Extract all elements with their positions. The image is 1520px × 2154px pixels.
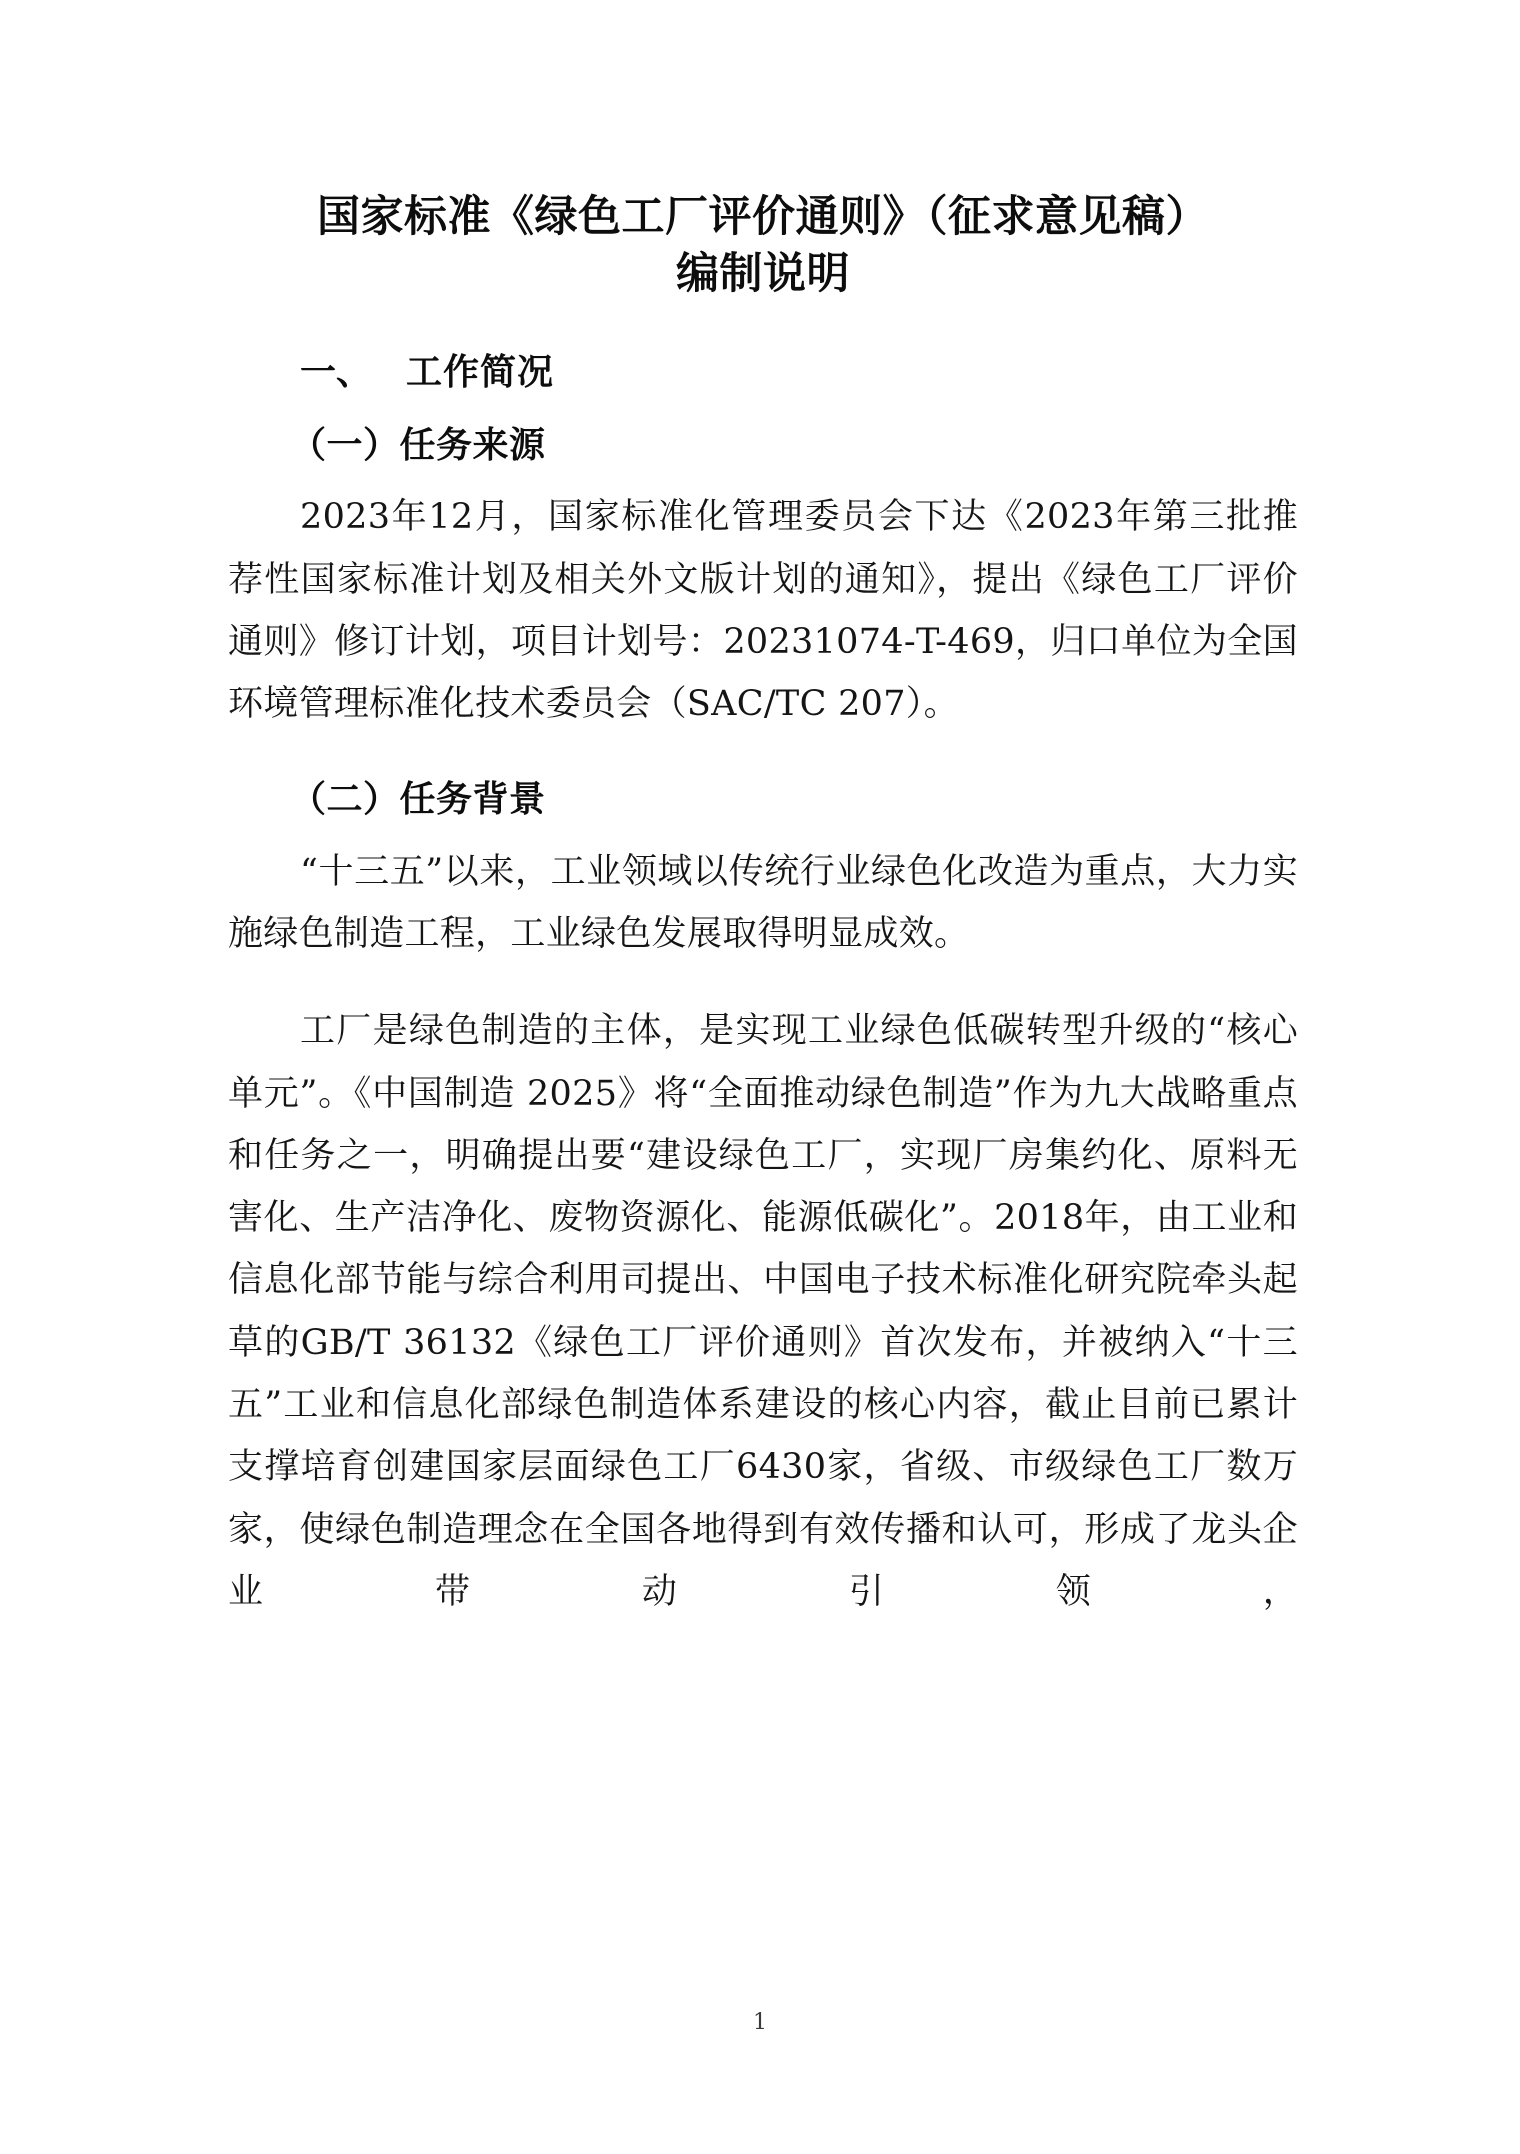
section-heading-1: [228, 344, 1298, 402]
section-heading-1-number: 一、: [300, 351, 373, 394]
paragraph-task-background-2: 工厂是绿色制造的主体，是实现工业绿色低碳转型升级的“核心单元”。《中国制造 2025》将“全面推动绿色制造”作为九大战略重点和任务之一，明确提出要“建设绿色工厂，实现厂房集约化、原料无害化、生产洁净化、废物资源化、能源低碳化”。2018年，由工业和信息化部节能与综合利用司提出、中国电子技术标准化研究院牵头起草的GB/T 36132《绿色工厂评价通则》首次发布，并被纳入“十三五”工业和信息化部绿色制造体系建设的核心内容，截止目前已累计支撑培育创建国家层面绿色工厂6430家，省级、市级绿色工厂数万家，使绿色制造理念在全国各地得到有效传播和认可，形成了龙头企业带动引领，: [228, 1011, 1298, 1612]
paragraph-task-source-1: 2023年12月，国家标准化管理委员会下达《2023年第三批推荐性国家标准计划及相关外文版计划的通知》，提出《绿色工厂评价通则》修订计划，项目计划号：20231074-T-469，归口单位为全国环境管理标准化技术委员会（SAC/TC 207）。: [228, 497, 1298, 725]
document-content: [228, 160, 1298, 1658]
page-number: 1: [753, 2010, 767, 2035]
title-line-1: 国家标准《绿色工厂评价通则》（征求意见稿）: [317, 191, 1209, 242]
page-title: [228, 189, 1298, 303]
paragraph-task-background-1: “十三五”以来，工业领域以传统行业绿色化改造为重点，大力实施绿色制造工程，工业绿色发展取得明显成效。: [228, 851, 1298, 954]
subsection-heading-task-source: （一）任务来源: [290, 423, 546, 466]
subsection-heading-task-background: （二）任务背景: [290, 778, 546, 821]
section-heading-1-text: 工作简况: [406, 351, 555, 394]
title-line-2: 编制说明: [676, 248, 850, 299]
